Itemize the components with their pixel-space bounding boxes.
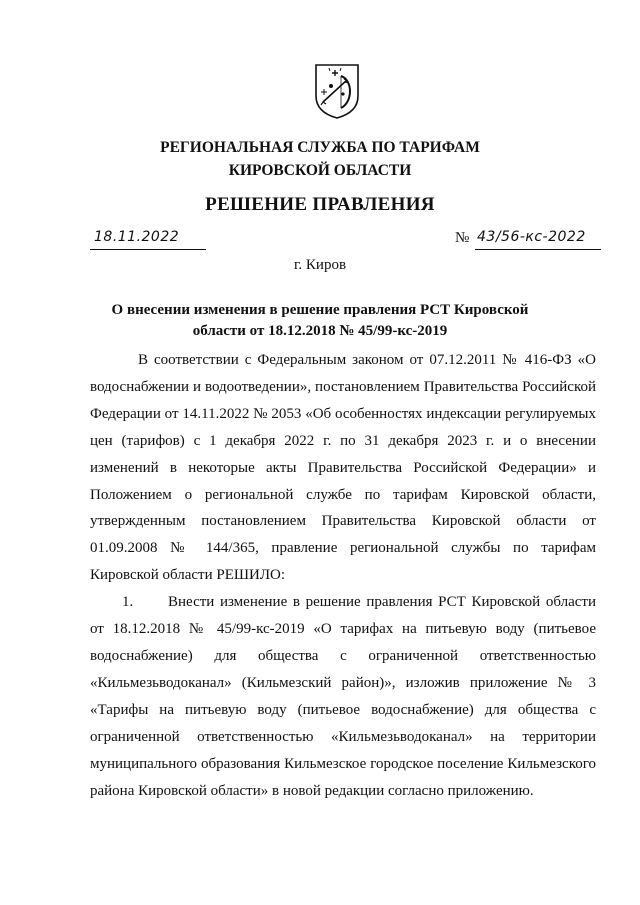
decision-item-1-number: 1.	[122, 594, 134, 611]
agency-name	[0, 136, 640, 182]
decision-date	[90, 229, 206, 250]
kirov-region-coat-of-arms-icon	[313, 62, 361, 120]
document-type-title: РЕШЕНИЕ ПРАВЛЕНИЯ	[205, 194, 435, 215]
decision-body	[90, 347, 596, 804]
city-name: г. Киров	[293, 257, 347, 273]
decision-number	[455, 229, 605, 249]
preamble-paragraph: В соответствии с Федеральным законом от 07.12.2011 № 416-ФЗ «О водоснабжении и водоотведении», постановлением Правительства Российской Федерации от 14.11.2022 № 2053 «Об особенностях индексации регулируемых цен (тарифов) с 1 декабря 2022 г. по 31 декабря 2023 г. и о внесении изменений в некоторые акты Правительства Российской Федерации» и Положением о региональной службе по тарифам Кировской области, утвержденным постановлением Правительства Кировской области от 01.09.2008 № 144/365, правление региональной службы по тарифам Кировской области РЕШИЛО:	[90, 352, 596, 584]
decision-date-value: 18.11.2022	[94, 229, 180, 245]
decision-subject	[0, 300, 640, 342]
decision-subject-line2: области от 18.12.2018 № 45/99-кс-2019	[192, 323, 448, 339]
decision-item-1-text: Внести изменение в решение правления РСТ Кировской области от 18.12.2018 № 45/99-кс-2019 «О тарифах на питьевую воду (питьевое водоснабжение) для общества с ограниченной ответственностью «Кильмезьводоканал» (Кильмезский район)», изложив приложение № 3 «Тарифы на питьевую воду (питьевое водоснабжение) для общества с ограниченной ответственностью «Кильмезьводоканал» на территории муниципального образования Кильмезское городское поселение Кильмезского района Кировской области» в новой редакции согласно приложению.	[90, 594, 596, 799]
agency-name-line2: КИРОВСКОЙ ОБЛАСТИ	[228, 162, 412, 179]
number-sign: №	[455, 230, 470, 246]
decision-item-1	[90, 589, 596, 804]
decision-number-field	[475, 229, 601, 250]
agency-name-line1: РЕГИОНАЛЬНАЯ СЛУЖБА ПО ТАРИФАМ	[160, 139, 480, 156]
decision-number-value: 43/56-кс-2022	[477, 229, 586, 245]
decision-subject-line1: О внесении изменения в решение правления РСТ Кировской	[111, 302, 529, 318]
